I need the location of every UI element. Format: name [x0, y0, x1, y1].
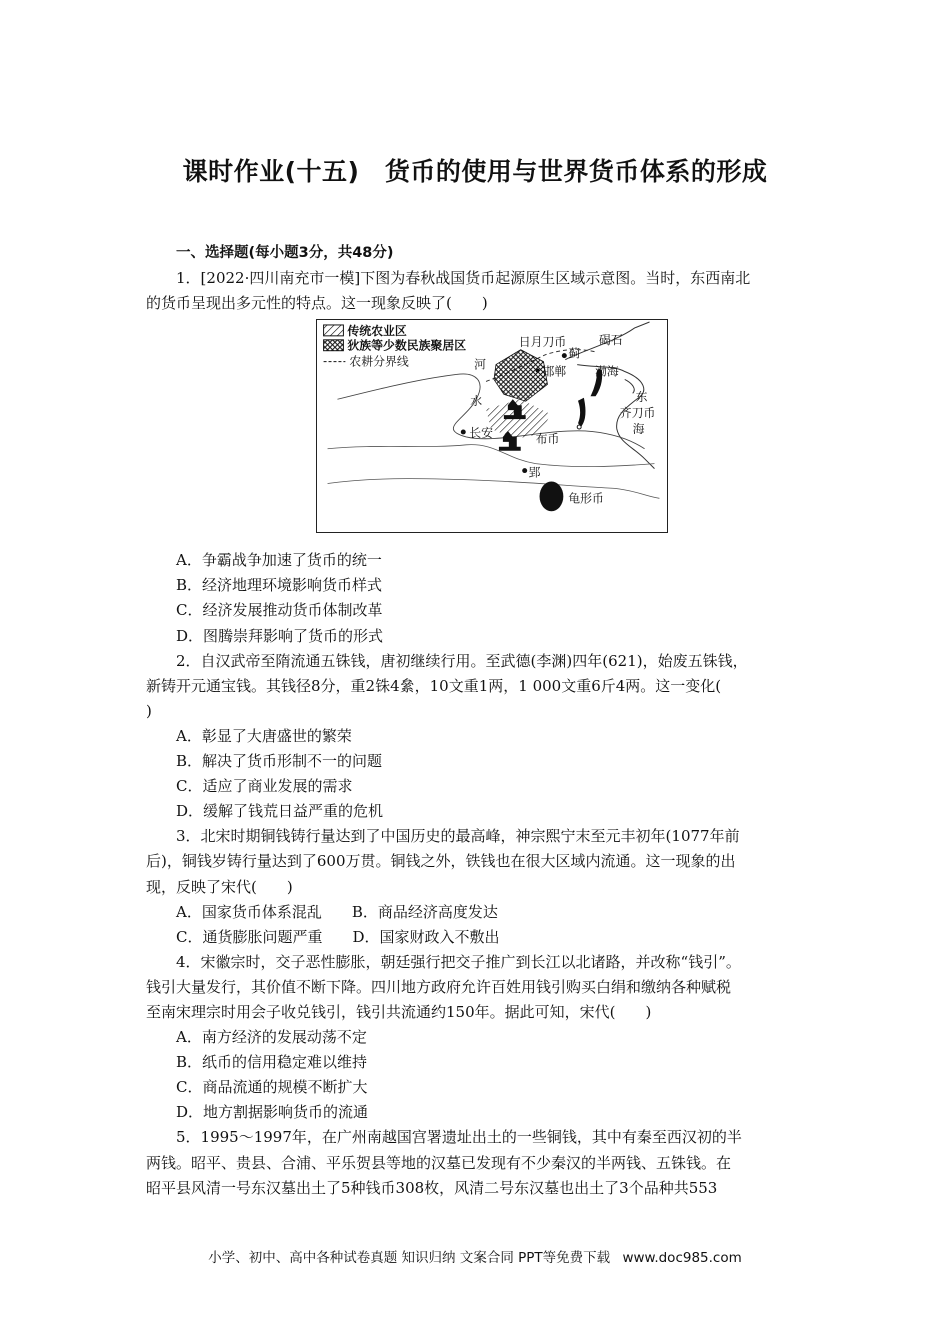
q5-line3: 昭平县风清一号东汉墓出土了5种钱币308枚，风清二号东汉墓也出土了3个品种共553: [146, 1178, 718, 1197]
knife-ring: [577, 425, 581, 429]
page-footer: [0, 1246, 950, 1266]
label-changan: 长安: [469, 426, 493, 441]
legend-cross-swatch: [324, 340, 344, 351]
q2-line1: 2．自汉武帝至隋流通五铢钱，唐初继续行用。至武德(李渊)四年(621)，始废五铢钱，: [176, 651, 748, 670]
label-hai: 海: [632, 422, 645, 437]
q4-line1: 4．宋徽宗时，交子恶性膨胀，朝廷强行把交子推广到长江以北诸路，并改称“钱引”。: [176, 952, 741, 971]
q4-option-a: A．南方经济的发展动荡不定: [176, 1028, 367, 1047]
currency-origin-map: [316, 319, 668, 533]
handan-dot: [536, 369, 540, 373]
label-riyue-daobi: 日月刀币: [518, 335, 567, 350]
label-bohai: 渤海: [595, 364, 619, 379]
q3-line3: 现，反映了宋代( ): [146, 877, 293, 896]
q2-line3: ): [146, 701, 152, 720]
section-heading: 一、选择题(每小题3分，共48分): [176, 245, 394, 261]
ji-dot: [562, 353, 567, 358]
peninsula: [625, 380, 634, 394]
knife-coin-south: [579, 400, 584, 426]
legend-minority: 狄族等少数民族聚居区: [347, 339, 467, 354]
q2-line2: 新铸开元通宝钱。其钱径8分，重2铢4絫，10文重1两，1 000文重6斤4两。这一变化(: [146, 676, 722, 695]
q4-option-d: D．地方割据影响货币的流通: [176, 1103, 369, 1122]
q2-option-c: C．适应了商业发展的需求: [176, 777, 353, 796]
q5-line2: 两钱。昭平、贵县、合浦、平乐贺县等地的汉墓已发现有不少秦汉的半两钱、五铢钱。在: [146, 1153, 732, 1172]
footer-url[interactable]: www.doc985.com: [622, 1250, 742, 1266]
q1-option-a: A．争霸战争加速了货币的统一: [176, 551, 382, 570]
label-ji: 蓟: [568, 346, 581, 361]
q3-line2: 后)，铜钱岁铸行量达到了600万贯。铜钱之外，铁钱也在很大区域内流通。这一现象的出: [146, 852, 736, 871]
legend-boundary: 农耕分界线: [349, 354, 409, 369]
label-dong: 东: [635, 390, 648, 405]
q1-option-c: C．经济发展推动货币体制改革: [176, 601, 383, 620]
q1-option-d: D．图腾崇拜影响了货币的形式: [176, 626, 384, 645]
footer-text: 小学、初中、高中各种试卷真题 知识归纳 文案合同 PPT等免费下载: [208, 1250, 611, 1266]
label-handan: 邯郸: [542, 364, 567, 379]
q5-line1: 5．1995～1997年，在广州南越国宫署遗址出土的一些铜钱，其中有秦至西汉初的半: [176, 1128, 742, 1147]
ying-dot: [522, 468, 527, 473]
label-qi-daobi: 齐刀币: [619, 406, 656, 421]
page-title: 课时作业(十五) 货币的使用与世界货币体系的形成: [182, 157, 768, 186]
label-guixing: 龟形币: [568, 491, 604, 506]
label-ying: 郢: [528, 465, 541, 480]
label-shui: 水: [470, 394, 483, 409]
q3-options-ab: A．国家货币体系混乱 B．商品经济高度发达: [176, 902, 498, 921]
changan-dot: [461, 430, 466, 435]
legend-agri: 传统农业区: [347, 324, 407, 339]
q4-line2: 钱引大量发行，其价值不断下降。四川地方政府允许百姓用钱引购买白绢和缴纳各种赋税: [146, 977, 732, 996]
turtle-coin: [540, 482, 564, 512]
q3-options-cd: C．通货膨胀问题严重 D．国家财政入不敷出: [176, 927, 500, 946]
q1-option-b: B．经济地理环境影响货币样式: [176, 576, 383, 595]
q2-option-b: B．解决了货币形制不一的问题: [176, 752, 383, 771]
q2-option-d: D．缓解了钱荒日益严重的危机: [176, 802, 384, 821]
q2-option-a: A．彰显了大唐盛世的繁荣: [176, 726, 352, 745]
q3-line1: 3．北宋时期铜钱铸行量达到了中国历史的最高峰，神宗熙宁末至元丰初年(1077年前: [176, 827, 740, 846]
q4-line3: 至南宋理宗时用会子收兑钱引，钱引共流通约150年。据此可知，宋代( ): [146, 1002, 652, 1021]
label-bubi: 布币: [535, 432, 560, 447]
legend-hatch-swatch: [324, 325, 344, 336]
map-figure-area: [146, 316, 806, 548]
label-he: 河: [474, 357, 487, 372]
q1-stem-line2: 的货币呈现出多元性的特点。这一现象反映了( ): [146, 294, 488, 313]
label-jieshi: 碣石: [598, 333, 623, 348]
yangtze-river: [328, 479, 660, 499]
q4-option-b: B．纸币的信用稳定难以维持: [176, 1053, 368, 1072]
q4-option-c: C．商品流通的规模不断扩大: [176, 1078, 368, 1097]
wei-river: [328, 445, 655, 467]
question-content: [146, 241, 806, 1201]
q1-stem-line1: 1．[2022·四川南充市一模]下图为春秋战国货币起源原生区域示意图。当时，东西南北: [176, 269, 751, 288]
